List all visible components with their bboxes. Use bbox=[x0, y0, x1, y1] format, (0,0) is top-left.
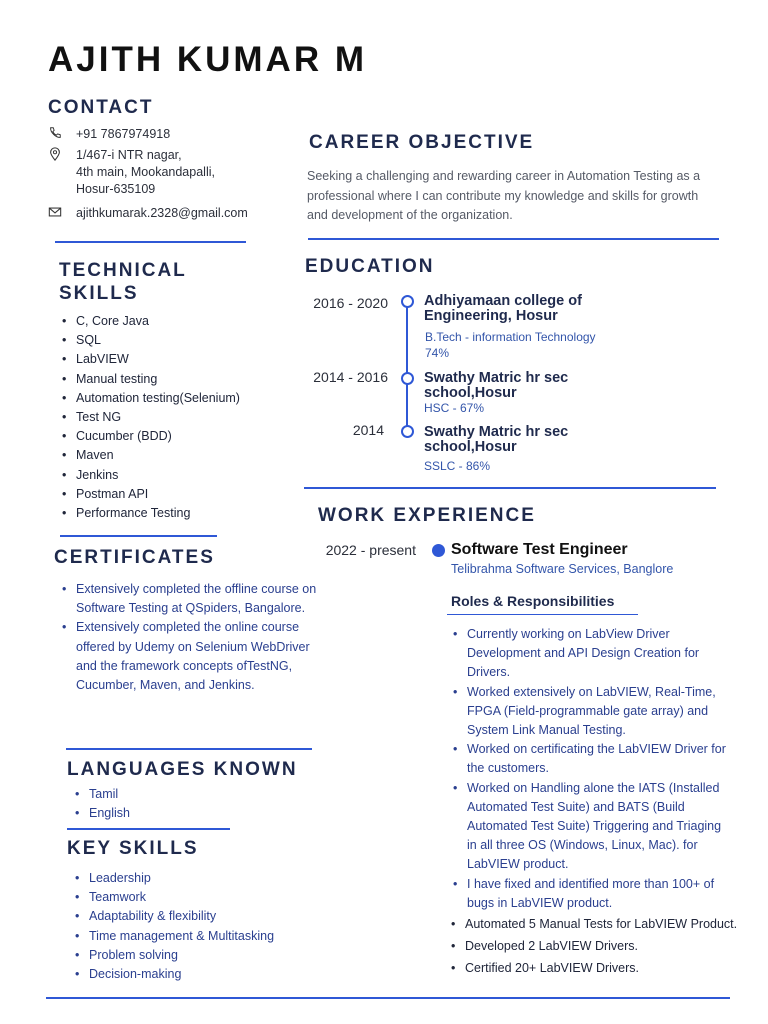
list-item: • English bbox=[89, 804, 130, 823]
list-item: • Cucumber (BDD) bbox=[76, 427, 240, 446]
work-period: 2022 - present bbox=[325, 542, 416, 558]
contact-heading: CONTACT bbox=[48, 97, 154, 118]
career-objective-text: Seeking a challenging and rewarding career in Automation Testing as a professional where I can contribute my knowledge and skills for growth and development of the organization. bbox=[307, 169, 701, 222]
certificates-heading: CERTIFICATES bbox=[54, 547, 215, 568]
divider bbox=[447, 614, 638, 615]
school-line: Engineering, Hosur bbox=[424, 308, 558, 324]
education-details bbox=[425, 329, 596, 361]
list-item: • Problem solving bbox=[89, 946, 274, 965]
list-item: • Currently working on LabView Driver Development and API Design Creation for Drivers. bbox=[467, 625, 732, 683]
roles-heading: Roles & Responsibilities bbox=[451, 593, 615, 609]
candidate-name: AJITH KUMAR M bbox=[48, 40, 367, 79]
list-item: • Manual testing bbox=[76, 370, 240, 389]
address-line: 1/467-i NTR nagar, bbox=[76, 148, 182, 162]
list-item: • Maven bbox=[76, 446, 240, 465]
list-item: • Decision-making bbox=[89, 965, 274, 984]
career-objective-heading: CAREER OBJECTIVE bbox=[309, 132, 535, 153]
degree: B.Tech - information Technology bbox=[425, 330, 596, 344]
list-item: • Test NG bbox=[76, 408, 240, 427]
address-line: Hosur-635109 bbox=[76, 182, 156, 196]
education-years: 2016 - 2020 bbox=[313, 295, 388, 311]
timeline-dot bbox=[432, 544, 445, 557]
list-item: • LabVIEW bbox=[76, 350, 240, 369]
list-item: • Extensively completed the offline course on Software Testing at QSpiders, Bangalore. bbox=[76, 580, 321, 618]
job-title: Software Test Engineer bbox=[451, 541, 628, 558]
divider bbox=[67, 828, 230, 830]
list-item: • C, Core Java bbox=[76, 312, 240, 331]
address-text bbox=[76, 147, 215, 198]
achievements-list bbox=[449, 915, 755, 979]
list-item: • Worked on certificating the LabVIEW Driver for the customers. bbox=[467, 740, 732, 778]
school-name bbox=[424, 294, 582, 324]
timeline-line bbox=[406, 301, 408, 431]
education-years: 2014 - 2016 bbox=[313, 369, 388, 385]
school-line: school,Hosur bbox=[424, 385, 517, 401]
list-item: • Time management & Multitasking bbox=[89, 927, 274, 946]
list-item: • Performance Testing bbox=[76, 504, 240, 523]
list-item: • SQL bbox=[76, 331, 240, 350]
education-years: 2014 bbox=[352, 422, 384, 438]
contact-phone bbox=[48, 126, 170, 143]
heading-line: SKILLS bbox=[59, 283, 139, 304]
list-item: • Automation testing(Selenium) bbox=[76, 389, 240, 408]
list-item: • Worked extensively on LabVIEW, Real-Time, FPGA (Field-programmable gate array) and System Link Manual Testing. bbox=[467, 683, 732, 741]
list-item: • Worked on Handling alone the IATS (Installed Automated Test Suite) and BATS (Build Automated Test Suite) Triggering and Triaging in all three OS (Windows, Linux, Mac). for LabVIEW product. bbox=[467, 779, 732, 875]
mail-icon bbox=[48, 205, 62, 219]
location-pin-icon bbox=[48, 147, 62, 161]
phone-icon bbox=[48, 126, 62, 140]
address-line: 4th main, Mookandapalli, bbox=[76, 165, 215, 179]
timeline-dot bbox=[401, 372, 414, 385]
divider bbox=[304, 487, 716, 489]
languages-list bbox=[73, 785, 130, 823]
key-skills-list bbox=[73, 869, 274, 984]
technical-skills-list bbox=[60, 312, 240, 523]
timeline-dot bbox=[401, 295, 414, 308]
score: 74% bbox=[425, 346, 450, 360]
email-link[interactable]: ajithkumarak.2328@gmail.com bbox=[76, 206, 248, 220]
list-item: • Extensively completed the online course offered by Udemy on Selenium WebDriver and the framework concepts ofTestNG, Cucumber, Maven, and Jenkins. bbox=[76, 618, 321, 695]
list-item: • Teamwork bbox=[89, 888, 274, 907]
school-line: Swathy Matric hr sec bbox=[424, 370, 569, 386]
certificates-list bbox=[60, 580, 321, 695]
divider bbox=[66, 748, 312, 750]
list-item: • Developed 2 LabVIEW Drivers. bbox=[465, 937, 755, 956]
list-item: • Leadership bbox=[89, 869, 274, 888]
heading-line: TECHNICAL bbox=[59, 260, 187, 281]
key-skills-heading: KEY SKILLS bbox=[67, 838, 199, 859]
list-item: • Automated 5 Manual Tests for LabVIEW Product. bbox=[465, 915, 755, 934]
list-item: • Tamil bbox=[89, 785, 130, 804]
list-item: • Jenkins bbox=[76, 466, 240, 485]
list-item: • Postman API bbox=[76, 485, 240, 504]
footer-divider bbox=[46, 997, 730, 999]
school-line: Adhiyamaan college of bbox=[424, 293, 582, 309]
education-heading: EDUCATION bbox=[305, 256, 435, 277]
education-details: SSLC - 86% bbox=[424, 459, 491, 473]
company-name: Telibrahma Software Services, Banglore bbox=[451, 562, 674, 576]
divider bbox=[60, 535, 217, 537]
responsibilities-list bbox=[451, 625, 732, 913]
contact-email bbox=[48, 205, 248, 222]
list-item: • Adaptability & flexibility bbox=[89, 907, 274, 926]
list-item: • I have fixed and identified more than 100+ of bugs in LabVIEW product. bbox=[467, 875, 732, 913]
technical-skills-heading bbox=[59, 259, 187, 305]
languages-heading: LANGUAGES KNOWN bbox=[67, 759, 298, 780]
divider bbox=[308, 238, 719, 240]
list-item: • Certified 20+ LabVIEW Drivers. bbox=[465, 959, 755, 978]
timeline-dot bbox=[401, 425, 414, 438]
school-name bbox=[424, 371, 568, 401]
contact-address bbox=[48, 147, 215, 198]
school-name bbox=[424, 425, 568, 455]
school-line: Swathy Matric hr sec bbox=[424, 424, 569, 440]
divider bbox=[55, 241, 246, 243]
education-details: HSC - 67% bbox=[424, 401, 485, 415]
work-experience-heading: WORK EXPERIENCE bbox=[318, 505, 536, 526]
school-line: school,Hosur bbox=[424, 439, 517, 455]
phone-number: +91 7867974918 bbox=[76, 127, 171, 141]
